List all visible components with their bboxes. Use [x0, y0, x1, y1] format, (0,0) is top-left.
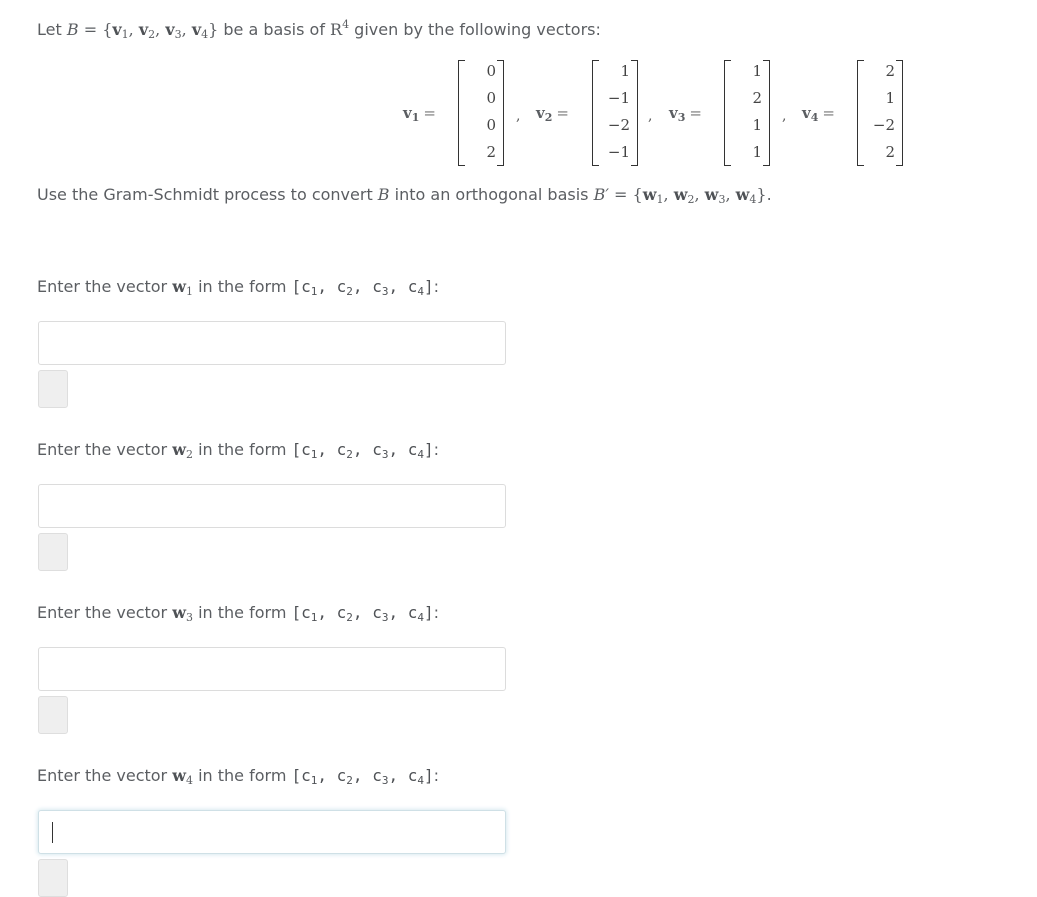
- submit-button-w1[interactable]: [38, 370, 68, 408]
- submit-button-w2[interactable]: [38, 533, 68, 571]
- question-prompt-w4: Enter the vector $w_4$ in the form [$c_1$, $c_2$, $c_3$, $c_4$]:: [37, 766, 440, 787]
- answer-input-w3[interactable]: [38, 647, 506, 691]
- vector-label-v1: $v_1$ =: [403, 104, 436, 124]
- matrix-entry: 2: [885, 62, 895, 80]
- vector-label-v3: $v_3$ =: [669, 104, 702, 124]
- submit-button-w4[interactable]: [38, 859, 68, 897]
- answer-input-w1[interactable]: [38, 321, 506, 365]
- matrix-entry: 0: [486, 116, 496, 134]
- text-caret: [52, 822, 53, 843]
- matrix-entry: 2: [486, 143, 496, 161]
- matrix-entry: 1: [620, 62, 630, 80]
- matrix-entry: 0: [486, 89, 496, 107]
- matrix-v4: [857, 60, 903, 166]
- vector-label-v4: $v_4$ =: [802, 104, 835, 124]
- real-space-symbol: R: [330, 20, 343, 39]
- vector-label-v2: $v_2$ =: [536, 104, 569, 124]
- answer-input-w2[interactable]: [38, 484, 506, 528]
- answer-input-w4[interactable]: [38, 810, 506, 854]
- matrix-entry: −2: [872, 116, 895, 134]
- matrix-entry: −1: [607, 89, 630, 107]
- matrix-entry: 1: [752, 143, 762, 161]
- question-prompt-w3: Enter the vector $w_3$ in the form [$c_1$, $c_2$, $c_3$, $c_4$]:: [37, 603, 440, 624]
- question-prompt-w1: Enter the vector $w_1$ in the form [$c_1$, $c_2$, $c_3$, $c_4$]:: [37, 277, 440, 298]
- matrix-entry: −2: [607, 116, 630, 134]
- question-prompt-w2: Enter the vector $w_2$ in the form [$c_1$, $c_2$, $c_3$, $c_4$]:: [37, 440, 440, 461]
- matrix-entry: 1: [752, 116, 762, 134]
- matrix-v1: [458, 60, 504, 166]
- matrix-v3: [724, 60, 770, 166]
- matrix-entry: 1: [752, 62, 762, 80]
- matrix-entry: 0: [486, 62, 496, 80]
- matrix-entry: 2: [885, 143, 895, 161]
- submit-button-w3[interactable]: [38, 696, 68, 734]
- intro-line: Let $B = \{v_1$, $v_2$, $v_3$, $v_4$} be a basis of $R^4$ given by the following vectors:: [37, 18, 601, 41]
- matrix-v2: [592, 60, 638, 166]
- matrix-entry: 1: [885, 89, 895, 107]
- instruction-line: Use the Gram-Schmidt process to convert B into an orthogonal basis $B' = \{w_1$, $w_2$, $w_3$, $w_4$}.: [37, 185, 772, 206]
- matrix-entry: −1: [607, 143, 630, 161]
- matrix-entry: 2: [752, 89, 762, 107]
- basis-symbol: B: [66, 20, 79, 39]
